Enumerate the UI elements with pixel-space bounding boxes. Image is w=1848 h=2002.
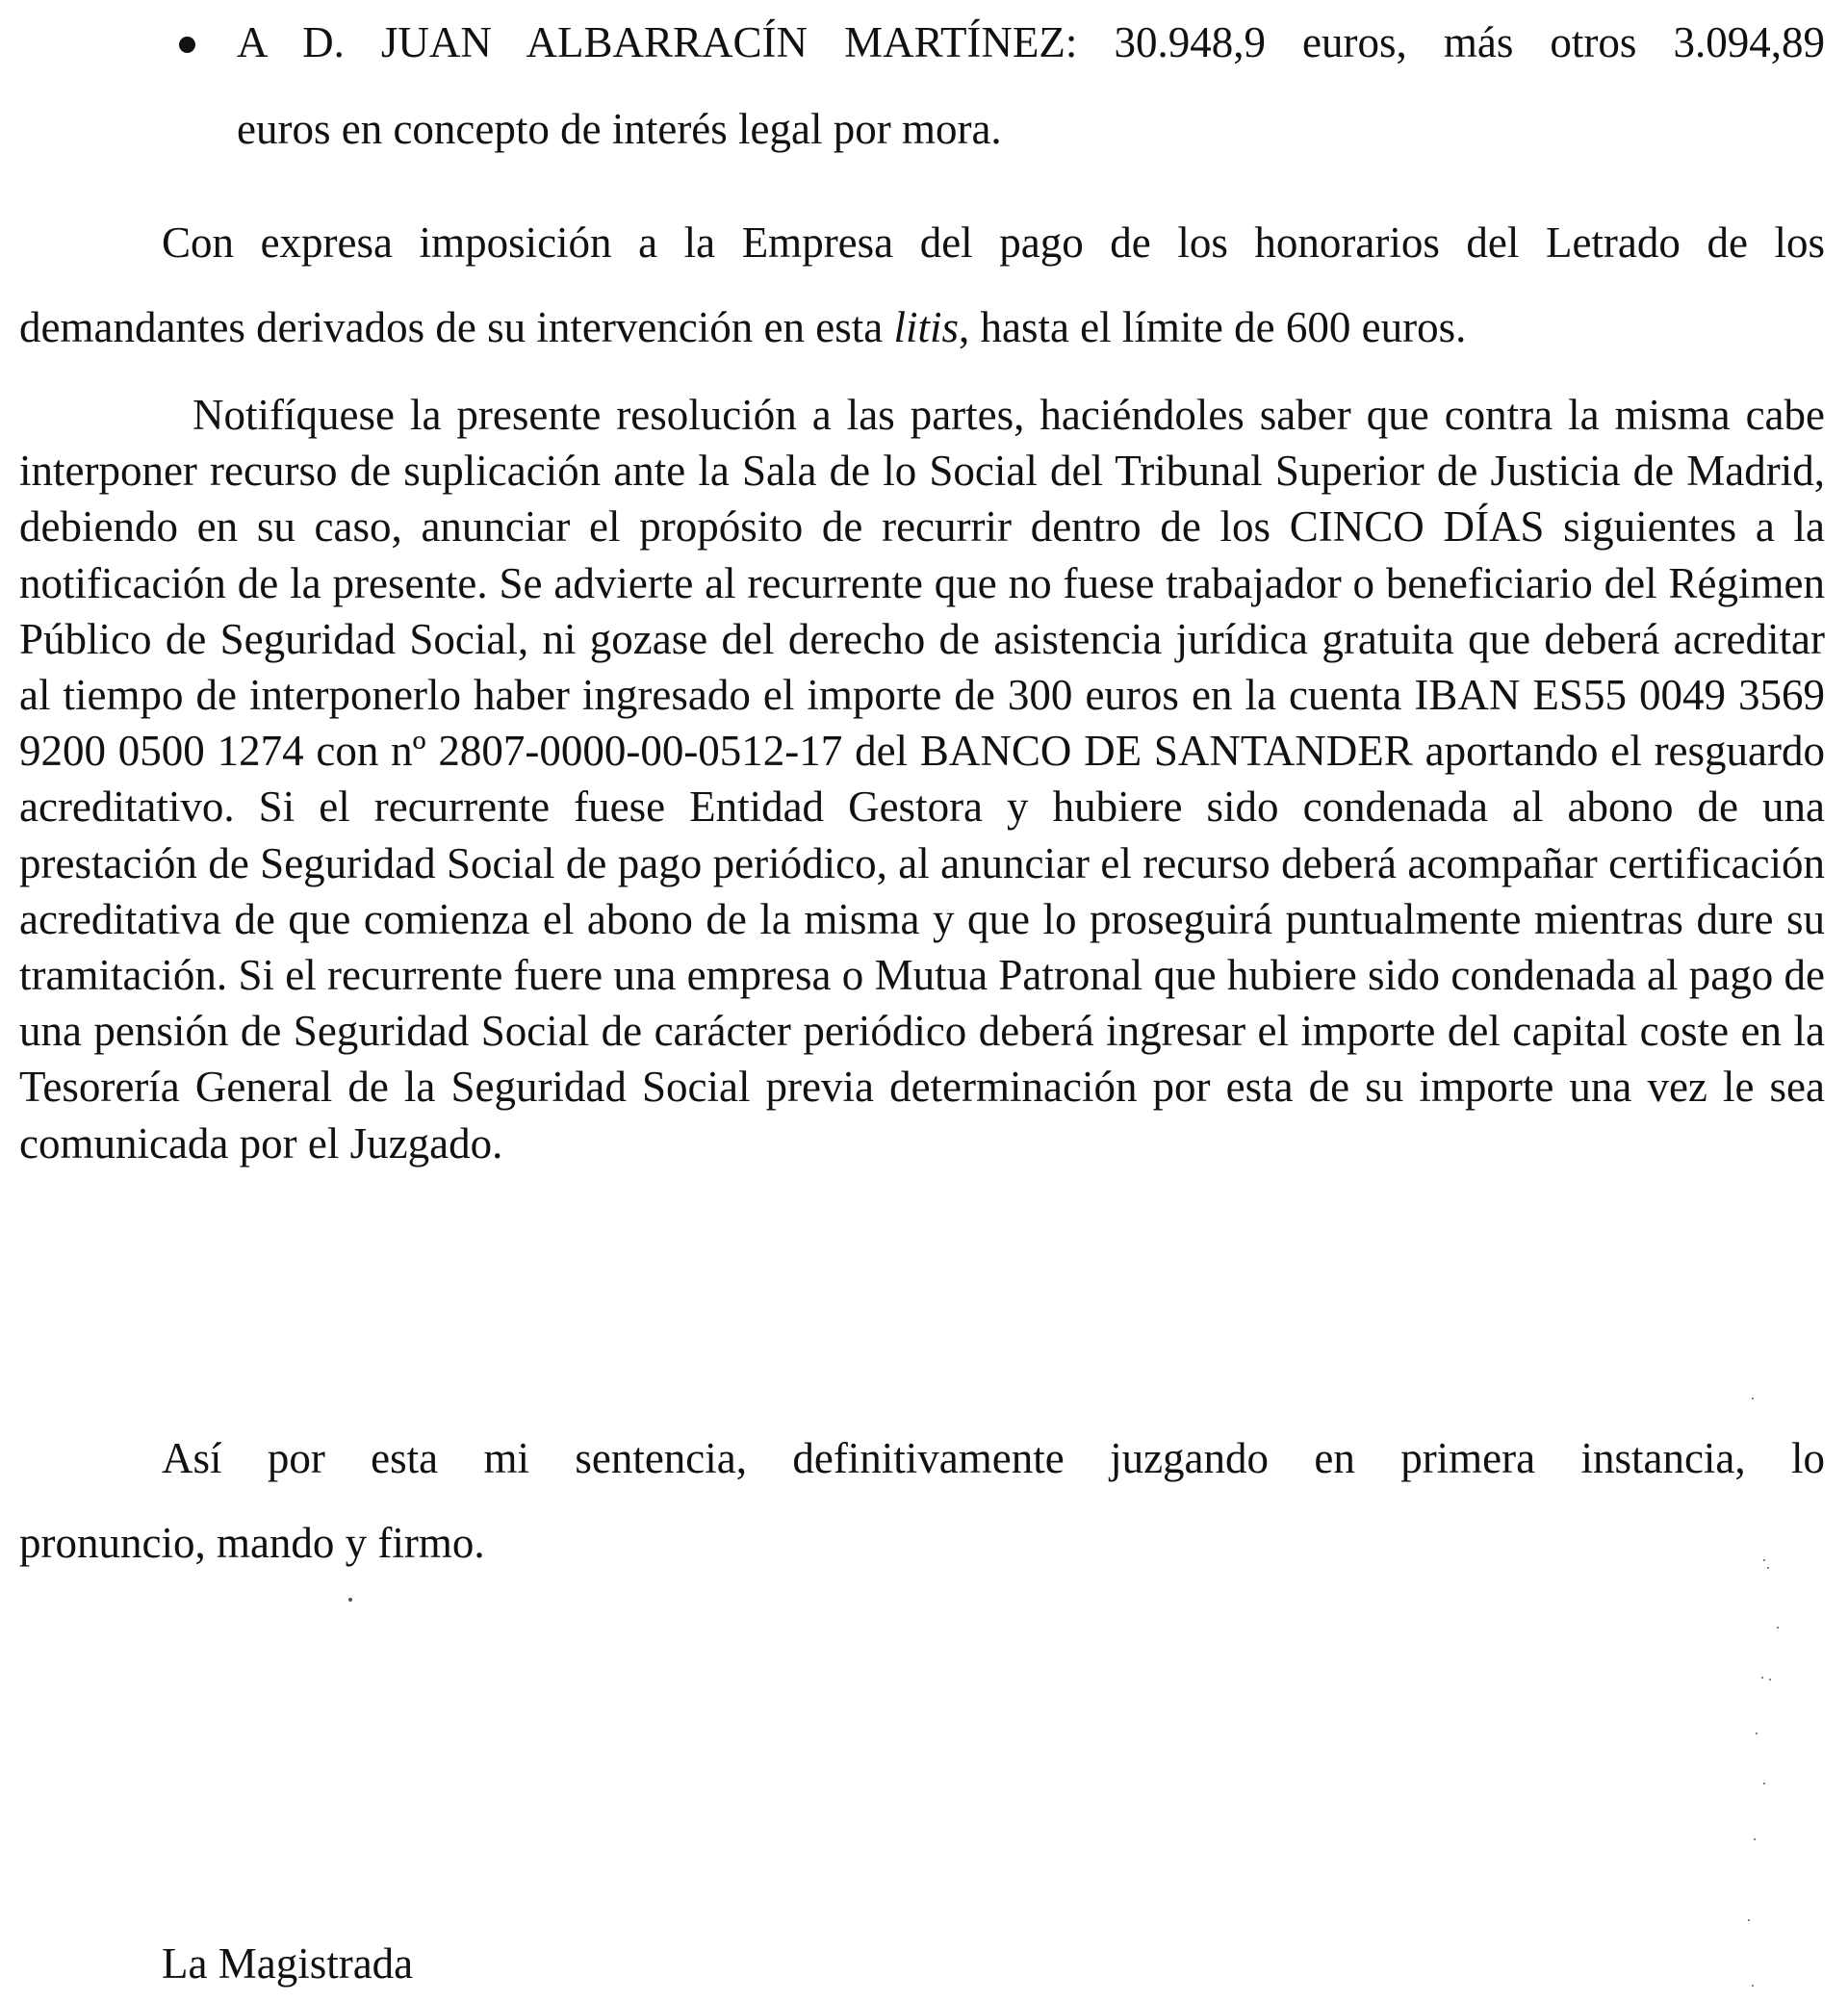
bullet-line-2: euros en concepto de interés legal por mora. [237, 105, 1002, 153]
closing-paragraph-line-1: Así por esta mi sentencia, definitivamente juzgando en primera instancia, lo [162, 1434, 1825, 1482]
closing-paragraph-line-2: pronuncio, mando y firmo. [19, 1519, 485, 1567]
appeal-paragraph-text: Notifíquese la presente resolución a las partes, haciéndoles saber que contra la misma cabe interponer recurso de suplicación ante la Sala de lo Social del Tribunal Superior de Justicia de Madrid, debiendo en su caso, anunciar el propósito de recurrir dentro de los CINCO DÍAS siguientes a la notificación de la presente. Se advierte al recurrente que no fuese trabajador o beneficiario del Régimen Público de Seguridad Social, ni gozase del derecho de asistencia jurídica gratuita que deberá acreditar al tiempo de interponerlo haber ingresado el importe de 300 euros en la cuenta IBAN ES55 0049 3569 9200 0500 1274 con nº 2807-0000-00-0512-17 del BANCO DE SANTANDER aportando el resguardo acreditativo. Si el recurrente fuese Entidad Gestora y hubiere sido condenada al abono de una prestación de Seguridad Social de pago periódico, al anunciar el recurso deberá acompañar certificación acreditativa de que comienza el abono de la misma y que lo proseguirá puntualmente mientras dure su tramitación. Si el recurrente fuere una empresa o Mutua Patronal que hubiere sido condenada al pago de una pensión de Seguridad Social de carácter periódico deberá ingresar el importe del capital coste en la Tesorería General de la Seguridad Social previa determinación por esta de su importe una vez le sea comunicada por el Juzgado. [19, 391, 1825, 1168]
signature-label: La Magistrada [162, 1939, 414, 1988]
costs-text-before: demandantes derivados de su intervención en esta [19, 303, 894, 351]
appeal-paragraph [19, 387, 1825, 1171]
costs-paragraph-line-1: Con expresa imposición a la Empresa del pago de los honorarios del Letrado de los [162, 218, 1825, 267]
bullet-line-1: A D. JUAN ALBARRACÍN MARTÍNEZ: 30.948,9 euros, más otros 3.094,89 [237, 18, 1825, 66]
costs-text-after: , hasta el límite de 600 euros. [958, 303, 1467, 351]
bullet-icon [179, 37, 195, 53]
costs-paragraph-line-2 [19, 303, 1825, 351]
litis-italic: litis [893, 303, 959, 351]
